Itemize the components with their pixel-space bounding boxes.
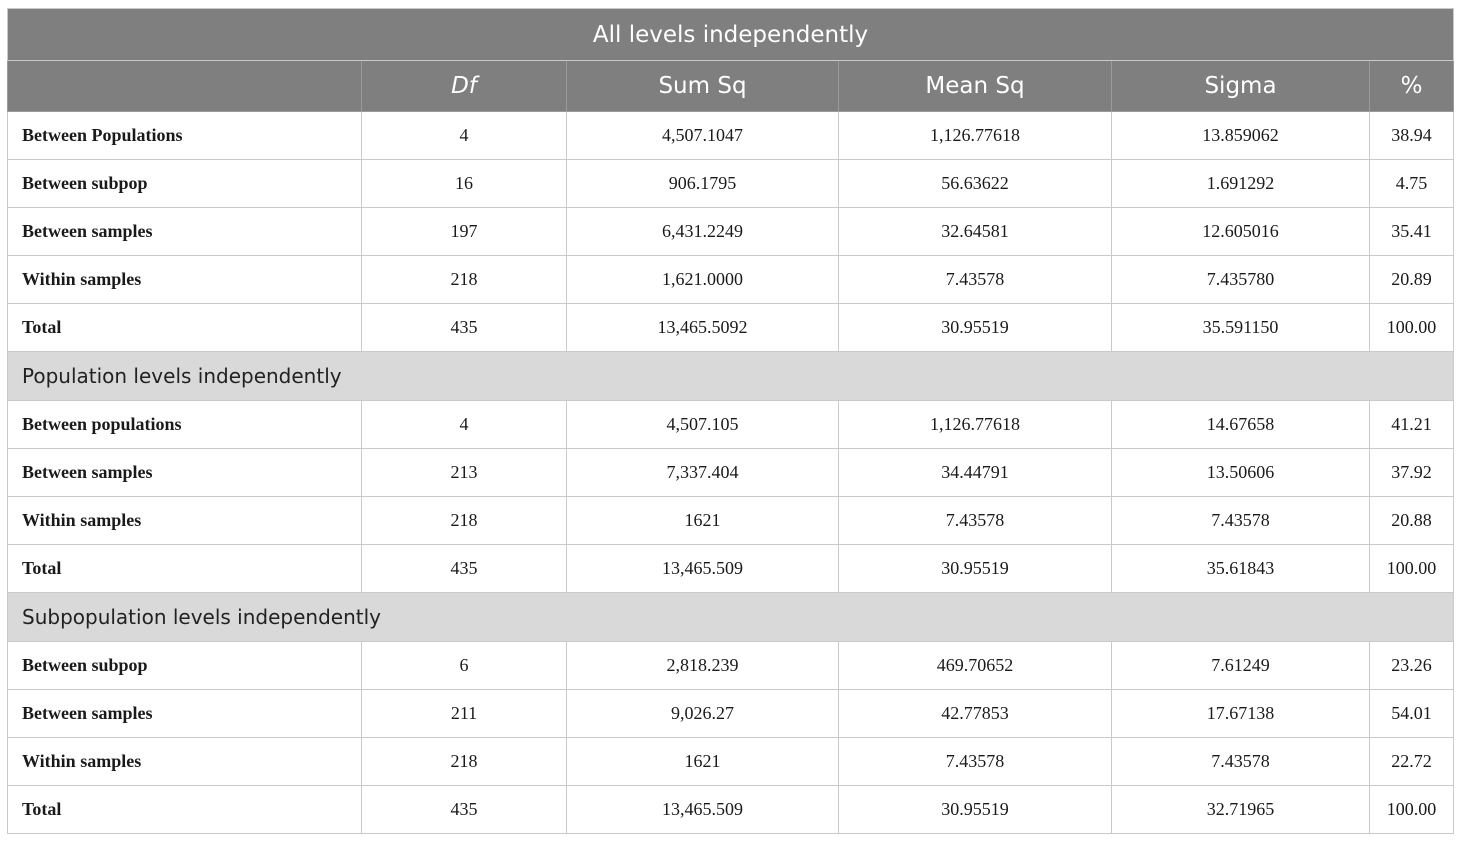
df-cell: 16 <box>362 160 567 208</box>
section-title-population: Population levels independently <box>8 352 1454 401</box>
row-label: Total <box>8 304 362 352</box>
table-row <box>8 545 1454 593</box>
sigma-cell: 32.71965 <box>1112 786 1370 834</box>
sigma-cell: 12.605016 <box>1112 208 1370 256</box>
table-row <box>8 690 1454 738</box>
sigma-cell: 35.61843 <box>1112 545 1370 593</box>
row-label: Within samples <box>8 256 362 304</box>
table-row <box>8 160 1454 208</box>
column-header-label <box>8 61 362 112</box>
percent-cell: 20.89 <box>1370 256 1454 304</box>
sum-sq-cell: 906.1795 <box>567 160 839 208</box>
table-row <box>8 304 1454 352</box>
sum-sq-cell: 2,818.239 <box>567 642 839 690</box>
percent-cell: 100.00 <box>1370 545 1454 593</box>
sum-sq-cell: 7,337.404 <box>567 449 839 497</box>
sigma-cell: 7.435780 <box>1112 256 1370 304</box>
column-header-sigma: Sigma <box>1112 61 1370 112</box>
df-cell: 435 <box>362 786 567 834</box>
sigma-cell: 13.859062 <box>1112 112 1370 160</box>
df-cell: 218 <box>362 738 567 786</box>
mean-sq-cell: 7.43578 <box>839 256 1112 304</box>
percent-cell: 41.21 <box>1370 401 1454 449</box>
percent-cell: 37.92 <box>1370 449 1454 497</box>
table-row <box>8 738 1454 786</box>
amova-table <box>7 8 1454 834</box>
sum-sq-cell: 1621 <box>567 738 839 786</box>
sigma-cell: 7.43578 <box>1112 497 1370 545</box>
mean-sq-cell: 1,126.77618 <box>839 112 1112 160</box>
row-label: Within samples <box>8 738 362 786</box>
section-title-subpopulation: Subpopulation levels independently <box>8 593 1454 642</box>
sigma-cell: 7.43578 <box>1112 738 1370 786</box>
sum-sq-cell: 1621 <box>567 497 839 545</box>
df-cell: 218 <box>362 256 567 304</box>
table-title: All levels independently <box>8 9 1454 61</box>
df-cell: 218 <box>362 497 567 545</box>
percent-cell: 35.41 <box>1370 208 1454 256</box>
mean-sq-cell: 34.44791 <box>839 449 1112 497</box>
sum-sq-cell: 9,026.27 <box>567 690 839 738</box>
df-cell: 435 <box>362 304 567 352</box>
percent-cell: 100.00 <box>1370 786 1454 834</box>
row-label: Between samples <box>8 208 362 256</box>
table-row <box>8 497 1454 545</box>
sum-sq-cell: 13,465.509 <box>567 545 839 593</box>
mean-sq-cell: 469.70652 <box>839 642 1112 690</box>
sigma-cell: 1.691292 <box>1112 160 1370 208</box>
table-row <box>8 786 1454 834</box>
table-row <box>8 401 1454 449</box>
column-header-sum-sq: Sum Sq <box>567 61 839 112</box>
df-cell: 435 <box>362 545 567 593</box>
mean-sq-cell: 1,126.77618 <box>839 401 1112 449</box>
sum-sq-cell: 6,431.2249 <box>567 208 839 256</box>
df-cell: 4 <box>362 401 567 449</box>
row-label: Between samples <box>8 690 362 738</box>
mean-sq-cell: 30.95519 <box>839 304 1112 352</box>
table-row <box>8 256 1454 304</box>
row-label: Between subpop <box>8 642 362 690</box>
row-label: Within samples <box>8 497 362 545</box>
df-cell: 197 <box>362 208 567 256</box>
column-header-mean-sq: Mean Sq <box>839 61 1112 112</box>
sigma-cell: 17.67138 <box>1112 690 1370 738</box>
sum-sq-cell: 4,507.105 <box>567 401 839 449</box>
mean-sq-cell: 30.95519 <box>839 545 1112 593</box>
df-cell: 4 <box>362 112 567 160</box>
table-row <box>8 642 1454 690</box>
row-label: Total <box>8 786 362 834</box>
table-title-row <box>8 9 1454 61</box>
percent-cell: 20.88 <box>1370 497 1454 545</box>
row-label: Between Populations <box>8 112 362 160</box>
sum-sq-cell: 4,507.1047 <box>567 112 839 160</box>
section-title-subpopulation-row <box>8 593 1454 642</box>
table-row <box>8 449 1454 497</box>
mean-sq-cell: 42.77853 <box>839 690 1112 738</box>
mean-sq-cell: 32.64581 <box>839 208 1112 256</box>
percent-cell: 22.72 <box>1370 738 1454 786</box>
sum-sq-cell: 1,621.0000 <box>567 256 839 304</box>
sum-sq-cell: 13,465.5092 <box>567 304 839 352</box>
df-cell: 6 <box>362 642 567 690</box>
df-cell: 213 <box>362 449 567 497</box>
mean-sq-cell: 7.43578 <box>839 497 1112 545</box>
mean-sq-cell: 56.63622 <box>839 160 1112 208</box>
percent-cell: 4.75 <box>1370 160 1454 208</box>
percent-cell: 38.94 <box>1370 112 1454 160</box>
table-row <box>8 112 1454 160</box>
column-header-percent: % <box>1370 61 1454 112</box>
column-header-row <box>8 61 1454 112</box>
row-label: Total <box>8 545 362 593</box>
mean-sq-cell: 30.95519 <box>839 786 1112 834</box>
row-label: Between subpop <box>8 160 362 208</box>
sigma-cell: 14.67658 <box>1112 401 1370 449</box>
percent-cell: 54.01 <box>1370 690 1454 738</box>
column-header-df: Df <box>362 61 567 112</box>
table-row <box>8 208 1454 256</box>
sum-sq-cell: 13,465.509 <box>567 786 839 834</box>
sigma-cell: 7.61249 <box>1112 642 1370 690</box>
percent-cell: 23.26 <box>1370 642 1454 690</box>
sigma-cell: 13.50606 <box>1112 449 1370 497</box>
section-title-population-row <box>8 352 1454 401</box>
sigma-cell: 35.591150 <box>1112 304 1370 352</box>
row-label: Between populations <box>8 401 362 449</box>
mean-sq-cell: 7.43578 <box>839 738 1112 786</box>
row-label: Between samples <box>8 449 362 497</box>
df-cell: 211 <box>362 690 567 738</box>
percent-cell: 100.00 <box>1370 304 1454 352</box>
